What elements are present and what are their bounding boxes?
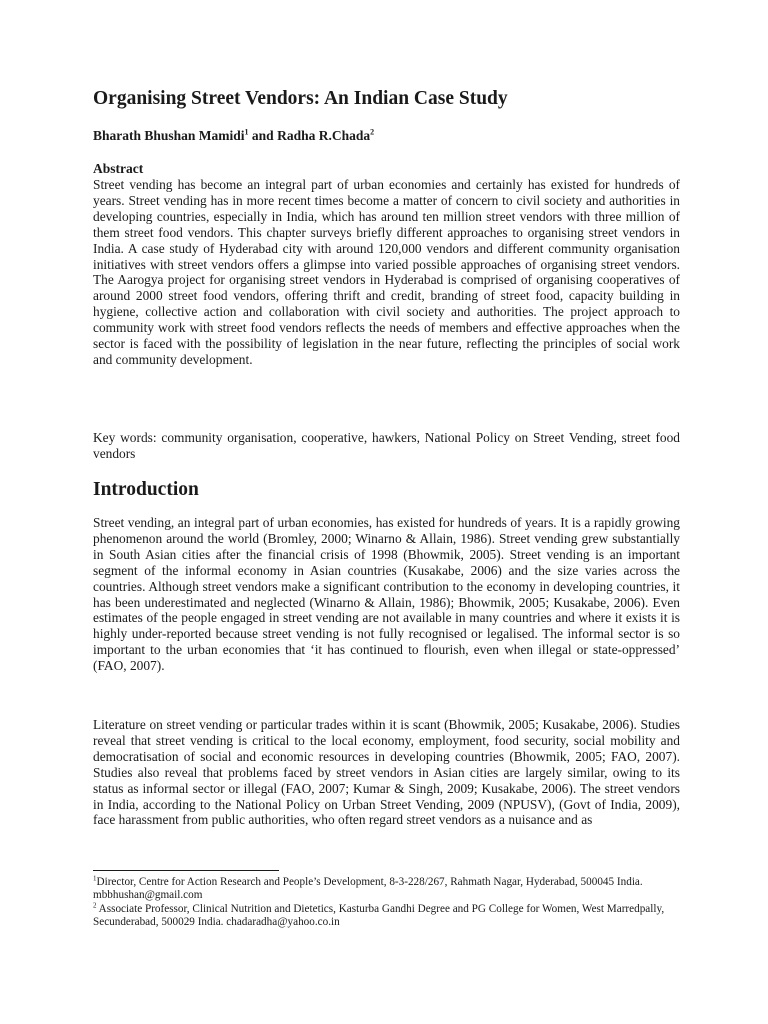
abstract-heading: Abstract bbox=[93, 161, 144, 176]
footnote-2 bbox=[93, 903, 680, 930]
footnotes bbox=[93, 876, 680, 930]
author-1-footnote-mark: 1 bbox=[244, 127, 249, 137]
footnote-1-mark: 1 bbox=[93, 874, 97, 883]
author-2-footnote-mark: 2 bbox=[370, 127, 375, 137]
introduction-heading: Introduction bbox=[93, 479, 199, 500]
keywords: Key words: community organisation, cooperative, hawkers, National Policy on Street Vending, street food vendors bbox=[93, 430, 680, 461]
footnote-2-mark: 2 bbox=[93, 901, 97, 910]
author-1-name: Bharath Bhushan Mamidi bbox=[93, 128, 245, 143]
author-connector: and bbox=[248, 128, 278, 143]
abstract-text: Street vending has become an integral part of urban economies and certainly has existed for hundreds of years. Street vending has in more recent times become a matter of concern to civil society and authorities in developing countries, especially in India, which has around ten million street vendors with three million of them street food vendors. This chapter surveys briefly different approaches to organising street vendors in India. A case study of Hyderabad city with around 120,000 vendors and different community organisation initiatives with street vendors offers a glimpse into varied possible approaches of organising street vendors. The Aarogya project for organising street vendors in Hyderabad is comprised of organising cooperatives of around 2000 street food vendors, offering thrift and credit, branding of street food, capacity building in hygiene, collective action and collaboration with civil society and authorities. The project approach to community work with street food vendors reflects the needs of members and effective approaches when the sector is faced with the possibility of legislation in the near future, reflecting the principles of social work and community development. bbox=[93, 177, 680, 367]
footnote-2-text: Associate Professor, Clinical Nutrition and Dietetics, Kasturba Gandhi Degree and PG College for Women, West Marredpally, Secunderabad, 500029 India. chadaradha@yahoo.co.in bbox=[93, 902, 665, 929]
paper-title: Organising Street Vendors: An Indian Case Study bbox=[93, 88, 508, 109]
introduction-paragraph-2: Literature on street vending or particular trades within it is scant (Bhowmik, 2005; Kusakabe, 2006). Studies reveal that street vending is critical to the local economy, employment, food security, social mobility and democratisation of social and economic resources in developing countries (Bhowmik, 2005; FAO, 2007). Studies also reveal that problems faced by street vendors in Asian cities are largely similar, owing to its status as informal sector or illegal (FAO, 2007; Kumar & Singh, 2009; Kusakabe, 2006). The street vendors in India, according to the National Policy on Urban Street Vending, 2009 (NPUSV), (Govt of India, 2009), face harassment from public authorities, who often regard street vendors as a nuisance and as bbox=[93, 717, 680, 828]
author-2-name: Radha R.Chada bbox=[277, 128, 371, 143]
author-line bbox=[93, 127, 693, 145]
footnote-1 bbox=[93, 876, 680, 903]
introduction-paragraph-1: Street vending, an integral part of urban economies, has existed for hundreds of years. It is a rapidly growing phenomenon around the world (Bromley, 2000; Winarno & Allain, 1986). Street vending grew substantially in South Asian cities after the financial crisis of 1998 (Bhowmik, 2005). Street vending is an important segment of the informal economy in Asian countries (Kusakabe, 2006) and the size varies across the countries. Although street vendors make a significant contribution to the economy in developing countries, it has been underestimated and neglected (Winarno & Allain, 1986); Bhowmik, 2005; Kusakabe, 2006). Even estimates of the people engaged in street vending are not available in many countries and where it exists it is highly under-reported because street vending is not fully recognised or legalised. The informal sector is so important to the urban economies that ‘it has continued to flourish, even when illegal or state-oppressed’ (FAO, 2007). bbox=[93, 515, 680, 674]
footnote-divider bbox=[93, 870, 279, 871]
footnote-1-text: Director, Centre for Action Research and People’s Development, 8-3-228/267, Rahmath Nagar, Hyderabad, 500045 India. mbbhushan@gmail.com bbox=[93, 876, 643, 902]
